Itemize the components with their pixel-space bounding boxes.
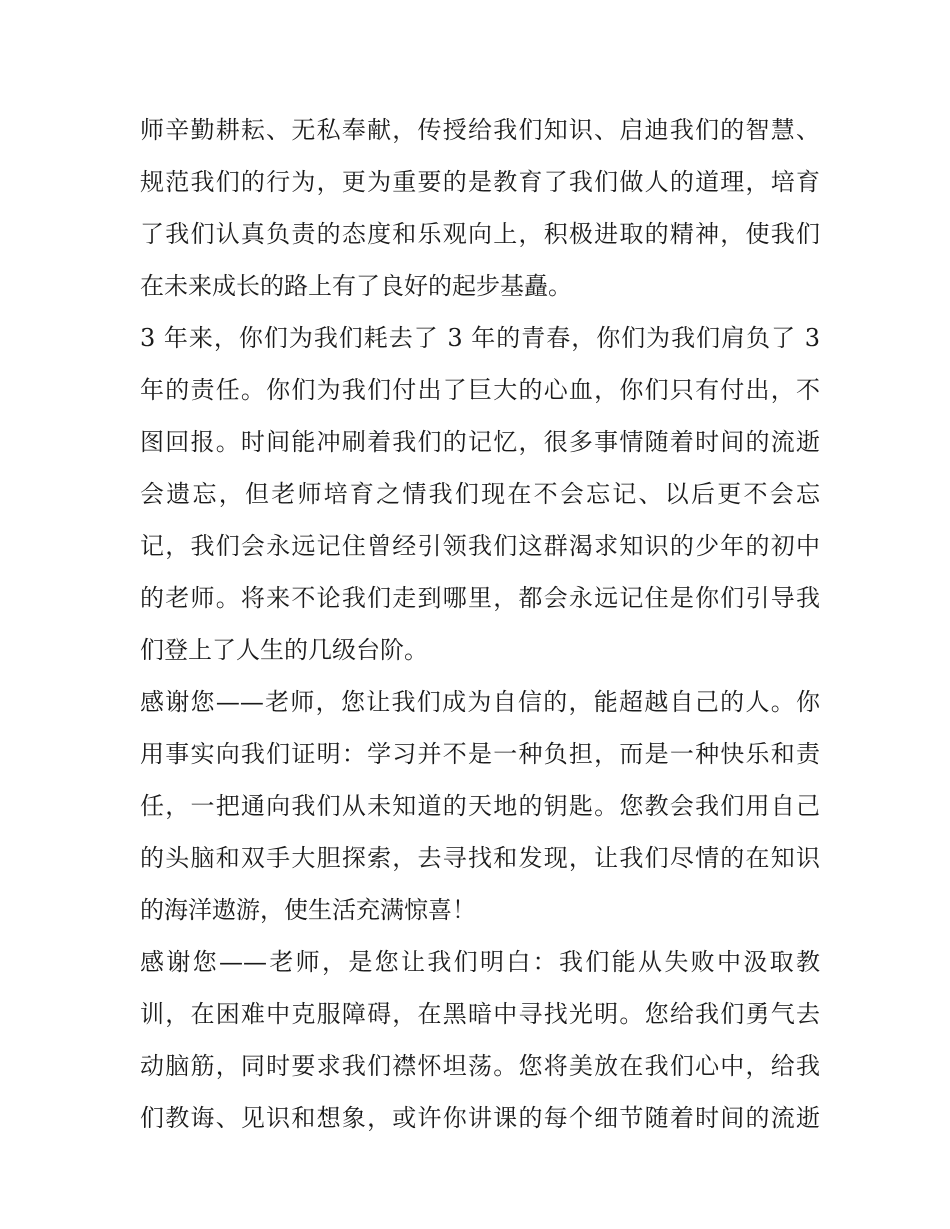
- text-line: 3 年来，你们为我们耗去了 3 年的青春，你们为我们肩负了 3: [140, 324, 820, 352]
- text-line: 们登上了人生的几级台阶。: [140, 636, 428, 664]
- text-line: 师辛勤耕耘、无私奉献，传授给我们知识、启迪我们的智慧、: [140, 116, 820, 144]
- text-line: 规范我们的行为，更为重要的是教育了我们做人的道理，培育: [140, 168, 820, 196]
- text-line: 动脑筋，同时要求我们襟怀坦荡。您将美放在我们心中，给我: [140, 1052, 820, 1080]
- text-line: 的头脑和双手大胆探索，去寻找和发现，让我们尽情的在知识: [140, 844, 820, 872]
- text-line: 图回报。时间能冲刷着我们的记忆，很多事情随着时间的流逝: [140, 428, 820, 456]
- text-line: 会遗忘，但老师培育之情我们现在不会忘记、以后更不会忘: [140, 480, 820, 508]
- text-line: 记，我们会永远记住曾经引领我们这群渴求知识的少年的初中: [140, 532, 820, 560]
- text-line: 任，一把通向我们从未知道的天地的钥匙。您教会我们用自己: [140, 792, 820, 820]
- text-line: 训，在困难中克服障碍，在黑暗中寻找光明。您给我们勇气去: [140, 1000, 820, 1028]
- text-line: 用事实向我们证明：学习并不是一种负担，而是一种快乐和责: [140, 740, 820, 768]
- text-line: 的海洋遨游，使生活充满惊喜！: [140, 896, 476, 924]
- text-line: 的老师。将来不论我们走到哪里，都会永远记住是你们引导我: [140, 584, 820, 612]
- text-line: 感谢您——老师，是您让我们明白：我们能从失败中汲取教: [140, 948, 820, 976]
- text-line: 感谢您——老师，您让我们成为自信的，能超越自己的人。你: [140, 688, 820, 716]
- text-line: 年的责任。你们为我们付出了巨大的心血，你们只有付出，不: [140, 376, 820, 404]
- document-body: [140, 104, 820, 1144]
- text-line: 在未来成长的路上有了良好的起步基矗。: [140, 272, 572, 300]
- text-line: 们教诲、见识和想象，或许你讲课的每个细节随着时间的流逝: [140, 1104, 820, 1132]
- text-line: 了我们认真负责的态度和乐观向上，积极进取的精神，使我们: [140, 220, 820, 248]
